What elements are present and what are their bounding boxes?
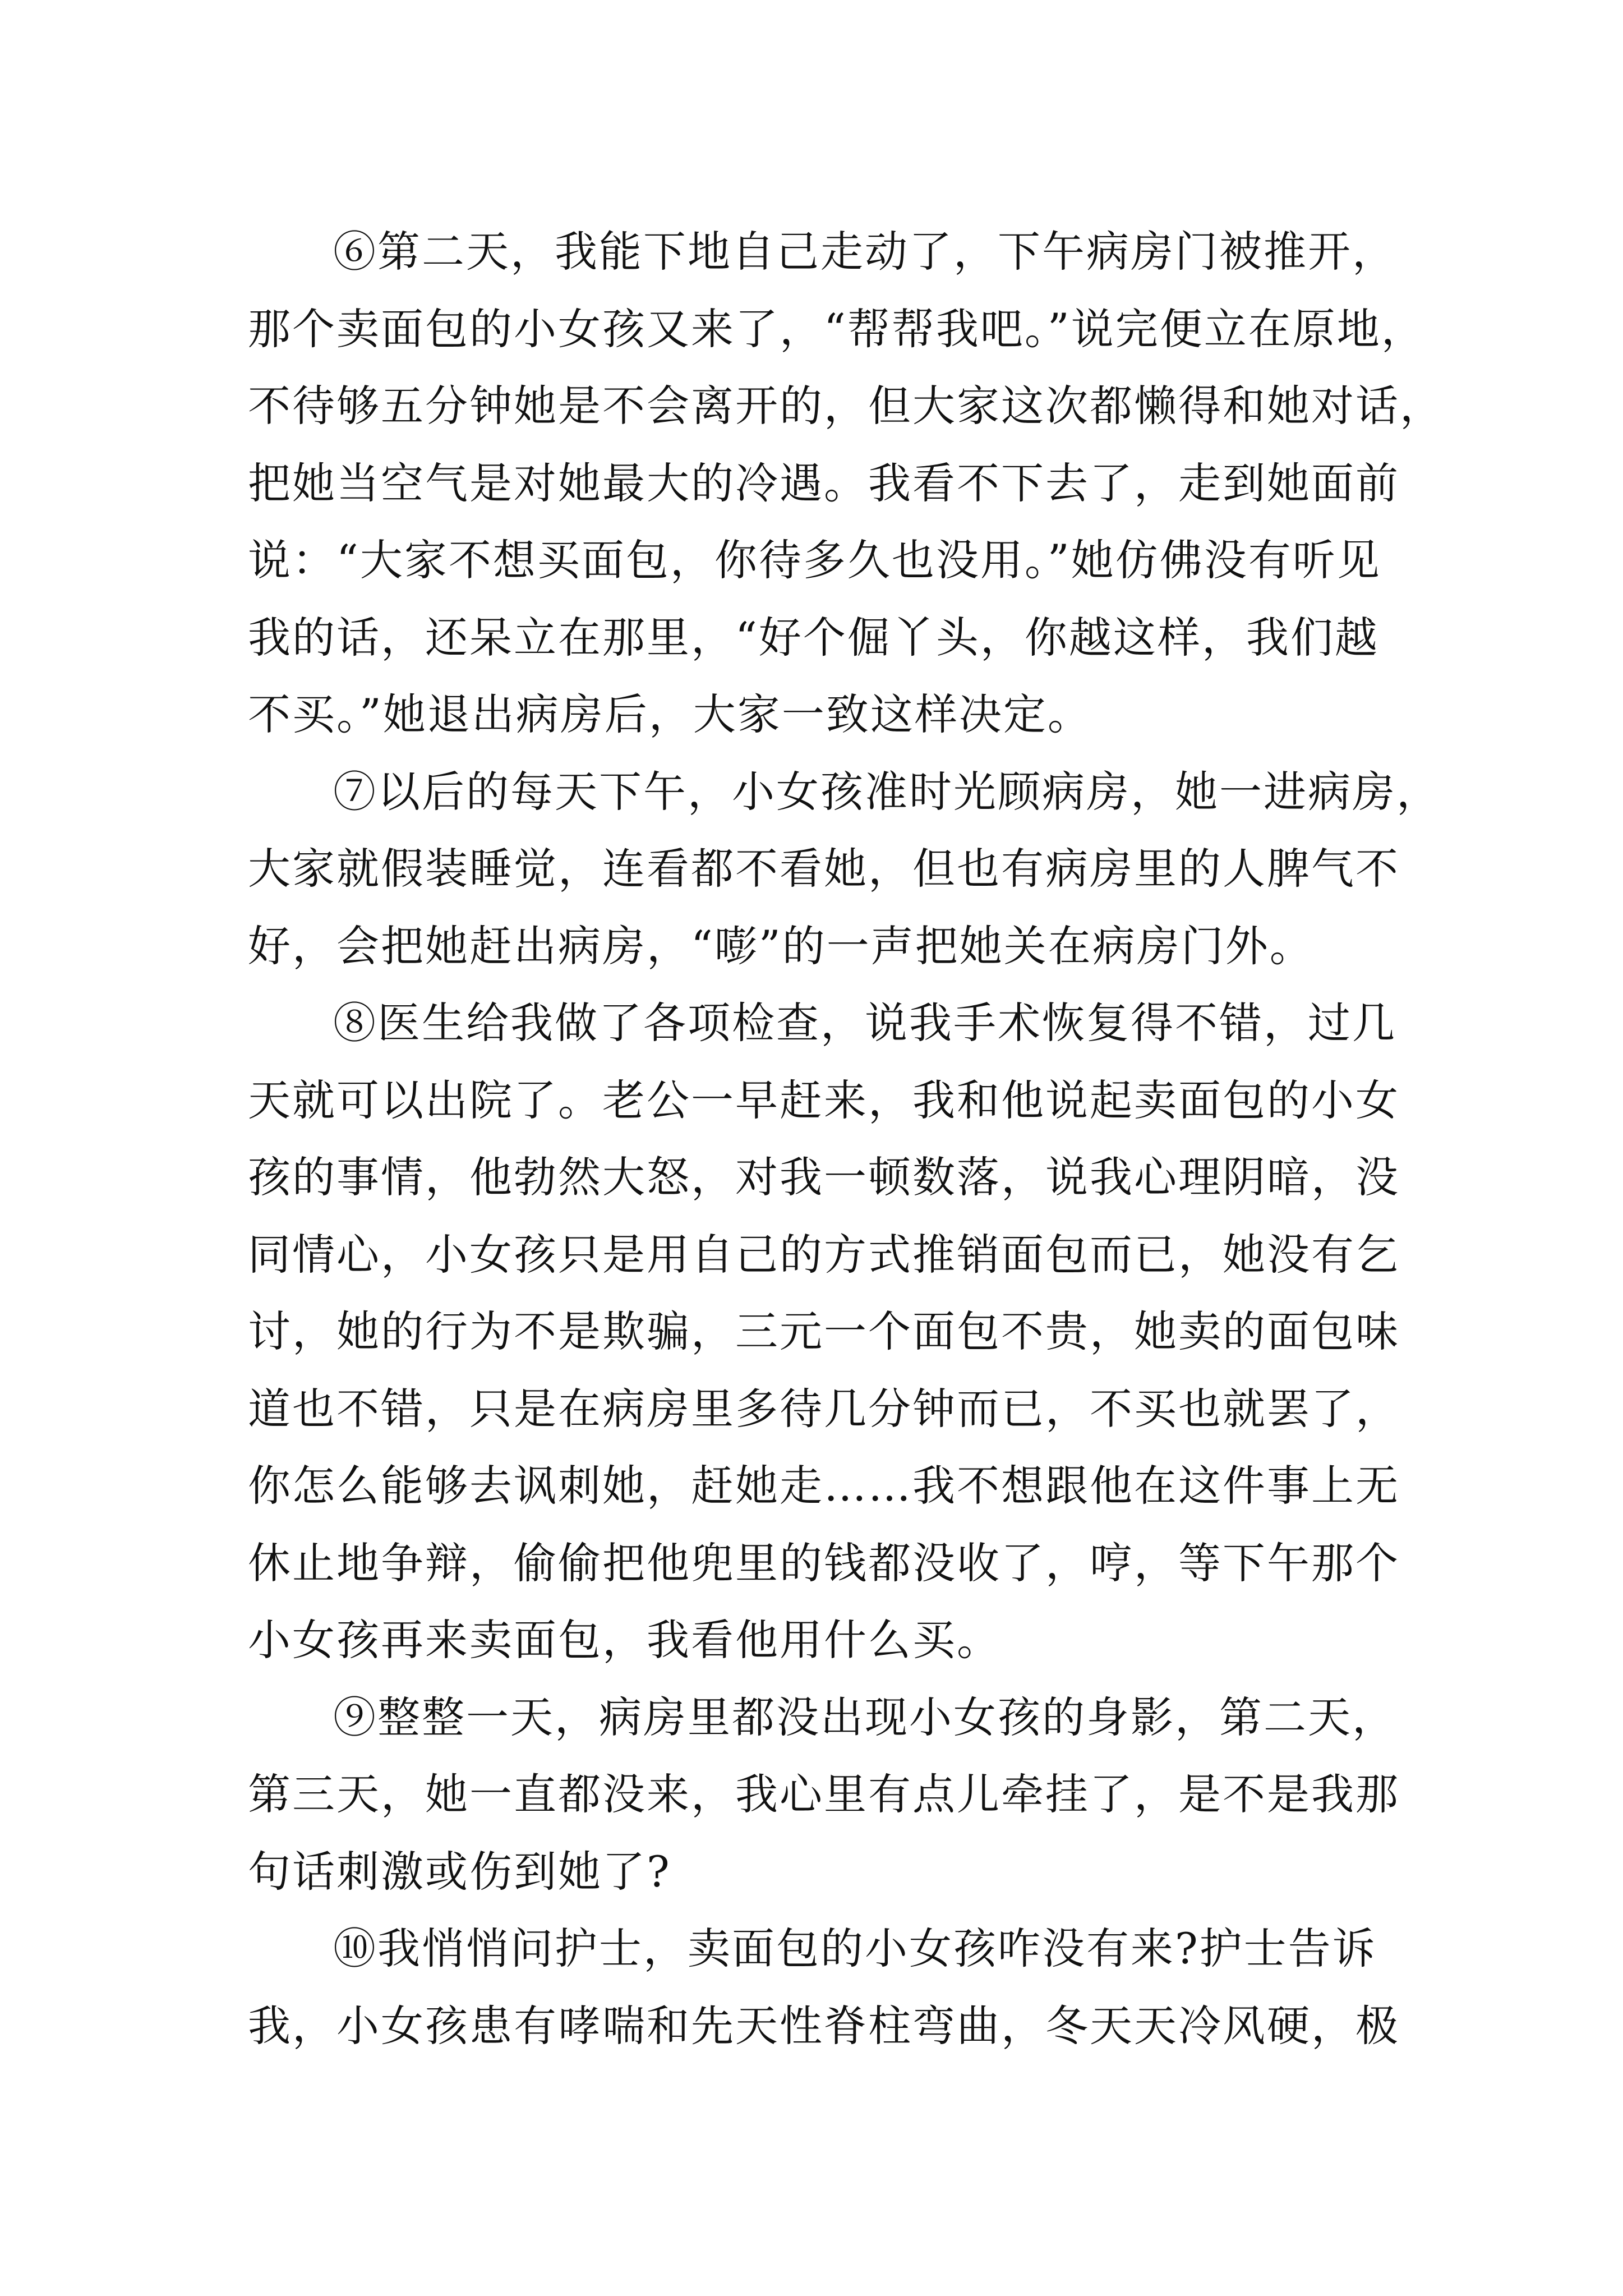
text-line: 同情心，小女孩只是用自己的方式推销面包而已，她没有乞 (248, 1229, 1400, 1280)
text-line: ⑩我悄悄问护士，卖面包的小女孩咋没有来?护士告诉 (333, 1924, 1377, 1973)
text-line: 我，小女孩患有哮喘和先天性脊柱弯曲，冬天天冷风硬，极 (248, 2000, 1400, 2051)
text-line: ⑥第二天，我能下地自己走动了，下午病房门被推开， (333, 227, 1396, 277)
text-line: 我的话，还呆立在那里，“好个倔丫头，你越这样，我们越 (248, 612, 1379, 662)
text-line: 那个卖面包的小女孩又来了，“帮帮我吧。”说完便立在原地， (248, 303, 1426, 354)
text-line: ⑦以后的每天下午，小女孩准时光顾病房，她一进病房， (333, 766, 1441, 817)
paragraph-7 (248, 753, 1441, 985)
text-line: 不待够五分钟她是不会离开的，但大家这次都懒得和她对话， (248, 381, 1444, 431)
text-line: 句话刺激或伤到她了? (248, 1846, 671, 1897)
text-line: 小女孩再来卖面包，我看他用什么买。 (248, 1615, 1001, 1665)
text-line: 把她当空气是对她最大的冷遇。我看不下去了，走到她面前 (248, 458, 1400, 508)
text-line: 大家就假装睡觉，连看都不看她，但也有病房里的人脾气不 (248, 844, 1400, 894)
text-line: 天就可以出院了。老公一早赶来，我和他说起卖面包的小女 (248, 1075, 1400, 1125)
text-line: 孩的事情，他勃然大怒，对我一顿数落，说我心理阴暗，没 (248, 1152, 1400, 1202)
text-line: 讨，她的行为不是欺骗，三元一个面包不贵，她卖的面包味 (248, 1306, 1400, 1356)
text-line: 好，会把她赶出病房，“嘭”的一声把她关在病房门外。 (248, 921, 1314, 971)
paragraph-9 (248, 1679, 1414, 1911)
text-line: 你怎么能够去讽刺她，赶她走……我不想跟他在这件事上无 (248, 1461, 1400, 1511)
text-line: 道也不错，只是在病房里多待几分钟而已，不买也就罢了， (248, 1383, 1400, 1434)
text-line: 第三天，她一直都没来，我心里有点儿牵挂了，是不是我那 (248, 1769, 1400, 1819)
document-body (248, 213, 1444, 2064)
paragraph-6 (248, 213, 1444, 753)
text-line: 说：“大家不想买面包，你待多久也没用。”她仿佛没有听见 (248, 535, 1381, 585)
text-line: ⑧医生给我做了各项检查，说我手术恢复得不错，过几 (333, 998, 1396, 1048)
text-line: 休止地争辩，偷偷把他兜里的钱都没收了，哼，等下午那个 (248, 1538, 1400, 1588)
text-line: ⑨整整一天，病房里都没出现小女孩的身影，第二天， (333, 1692, 1396, 1742)
paragraph-8 (248, 984, 1414, 1679)
text-line: 不买。”她退出病房后，大家一致这样决定。 (248, 689, 1092, 739)
paragraph-10 (248, 1910, 1414, 2064)
